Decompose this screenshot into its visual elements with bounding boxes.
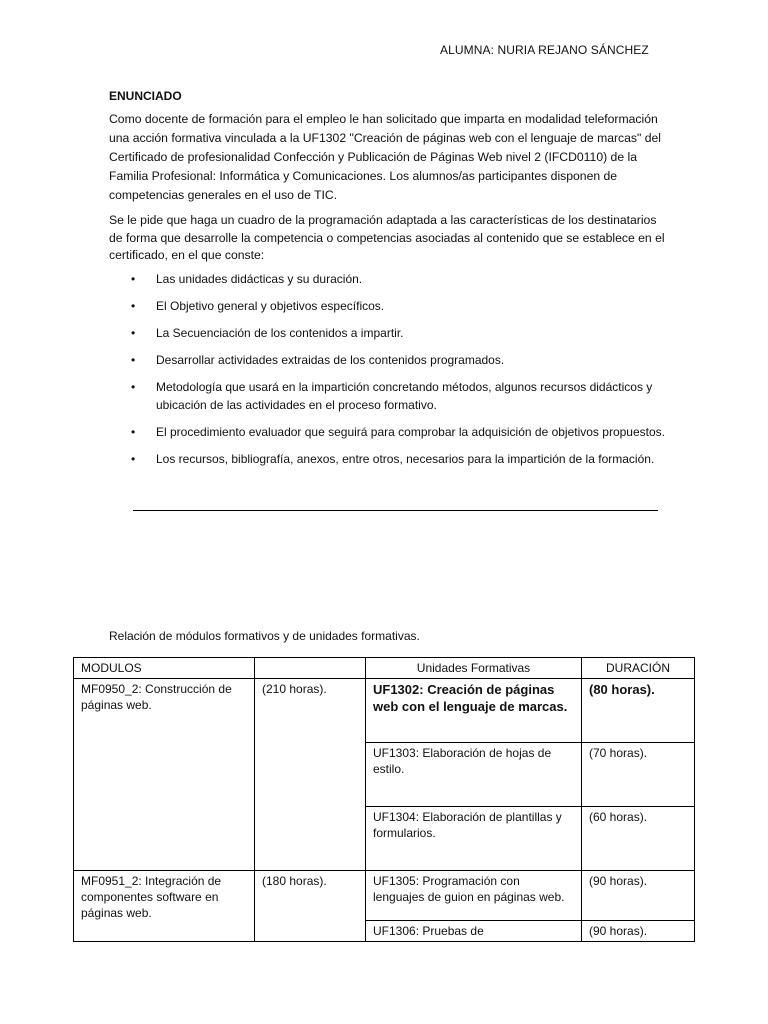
list-item: • La Secuenciación de los contenidos a impartir. (109, 324, 669, 342)
table-row (74, 871, 695, 921)
unit-hours-cell: (90 horas). (582, 871, 695, 921)
statement-paragraph: Como docente de formación para el empleo le han solicitado que imparta en modalidad teleformación una acción formativa vinculada a la UF1302 "Creación de páginas web con el lenguaje de marcas" del Certificado de profesionalidad Confección y Publicación de Páginas Web nivel 2 (IFCD0110) de la Familia Profesional: Informática y Comunicaciones. Los alumnos/as participantes disponen de competencias generales en el uso de TIC. (109, 112, 662, 202)
unit-hours-cell: (70 horas). (582, 743, 695, 807)
module-hours-cell: (180 horas). (255, 871, 366, 942)
list-item: • Las unidades didácticas y su duración. (109, 270, 669, 288)
student-name-header: ALUMNA: NURIA REJANO SÁNCHEZ (440, 43, 649, 57)
list-item: • Desarrollar actividades extraidas de los contenidos programados. (109, 351, 669, 369)
header-modulos: MODULOS (74, 658, 255, 679)
unit-hours-cell: (80 horas). (582, 679, 695, 743)
list-item: • Metodología que usará en la impartición concretando métodos, algunos recursos didácticos y ubicación de las actividades en el proceso formativo. (109, 378, 669, 414)
header-duracion: DURACIÓN (582, 658, 695, 679)
table-row (74, 679, 695, 743)
table-header-row (74, 658, 695, 679)
header-unidades: Unidades Formativas (366, 658, 582, 679)
requirements-list (109, 270, 669, 477)
list-item: • El Objetivo general y objetivos específicos. (109, 297, 669, 315)
module-hours-cell: (210 horas). (255, 679, 366, 871)
unit-name-cell: UF1302: Creación de páginas web con el lenguaje de marcas. (366, 679, 582, 743)
unit-name-cell: UF1305: Programación con lenguajes de guion en páginas web. (366, 871, 582, 921)
module-name-cell: MF0950_2: Construcción de páginas web. (74, 679, 255, 871)
table-caption: Relación de módulos formativos y de unidades formativas. (109, 629, 420, 643)
unit-name-cell: UF1303: Elaboración de hojas de estilo. (366, 743, 582, 807)
instructions-paragraph: Se le pide que haga un cuadro de la programación adaptada a las características de los destinatarios de forma que desarrolle la competencia o competencias asociadas al contenido que se establece en el certificado, en el que conste: (109, 213, 665, 262)
unit-hours-cell: (90 horas). (582, 921, 695, 942)
horizontal-divider (133, 510, 658, 511)
header-blank (255, 658, 366, 679)
section-heading: ENUNCIADO (109, 89, 182, 103)
list-item: • El procedimiento evaluador que seguirá para comprobar la adquisición de objetivos propuestos. (109, 423, 669, 441)
module-name-cell: MF0951_2: Integración de componentes software en páginas web. (74, 871, 255, 942)
unit-name-cell: UF1306: Pruebas de (366, 921, 582, 942)
list-item: • Los recursos, bibliografía, anexos, entre otros, necesarios para la impartición de la formación. (109, 450, 669, 468)
modules-table (73, 657, 695, 942)
unit-hours-cell: (60 horas). (582, 807, 695, 871)
unit-name-cell: UF1304: Elaboración de plantillas y formularios. (366, 807, 582, 871)
